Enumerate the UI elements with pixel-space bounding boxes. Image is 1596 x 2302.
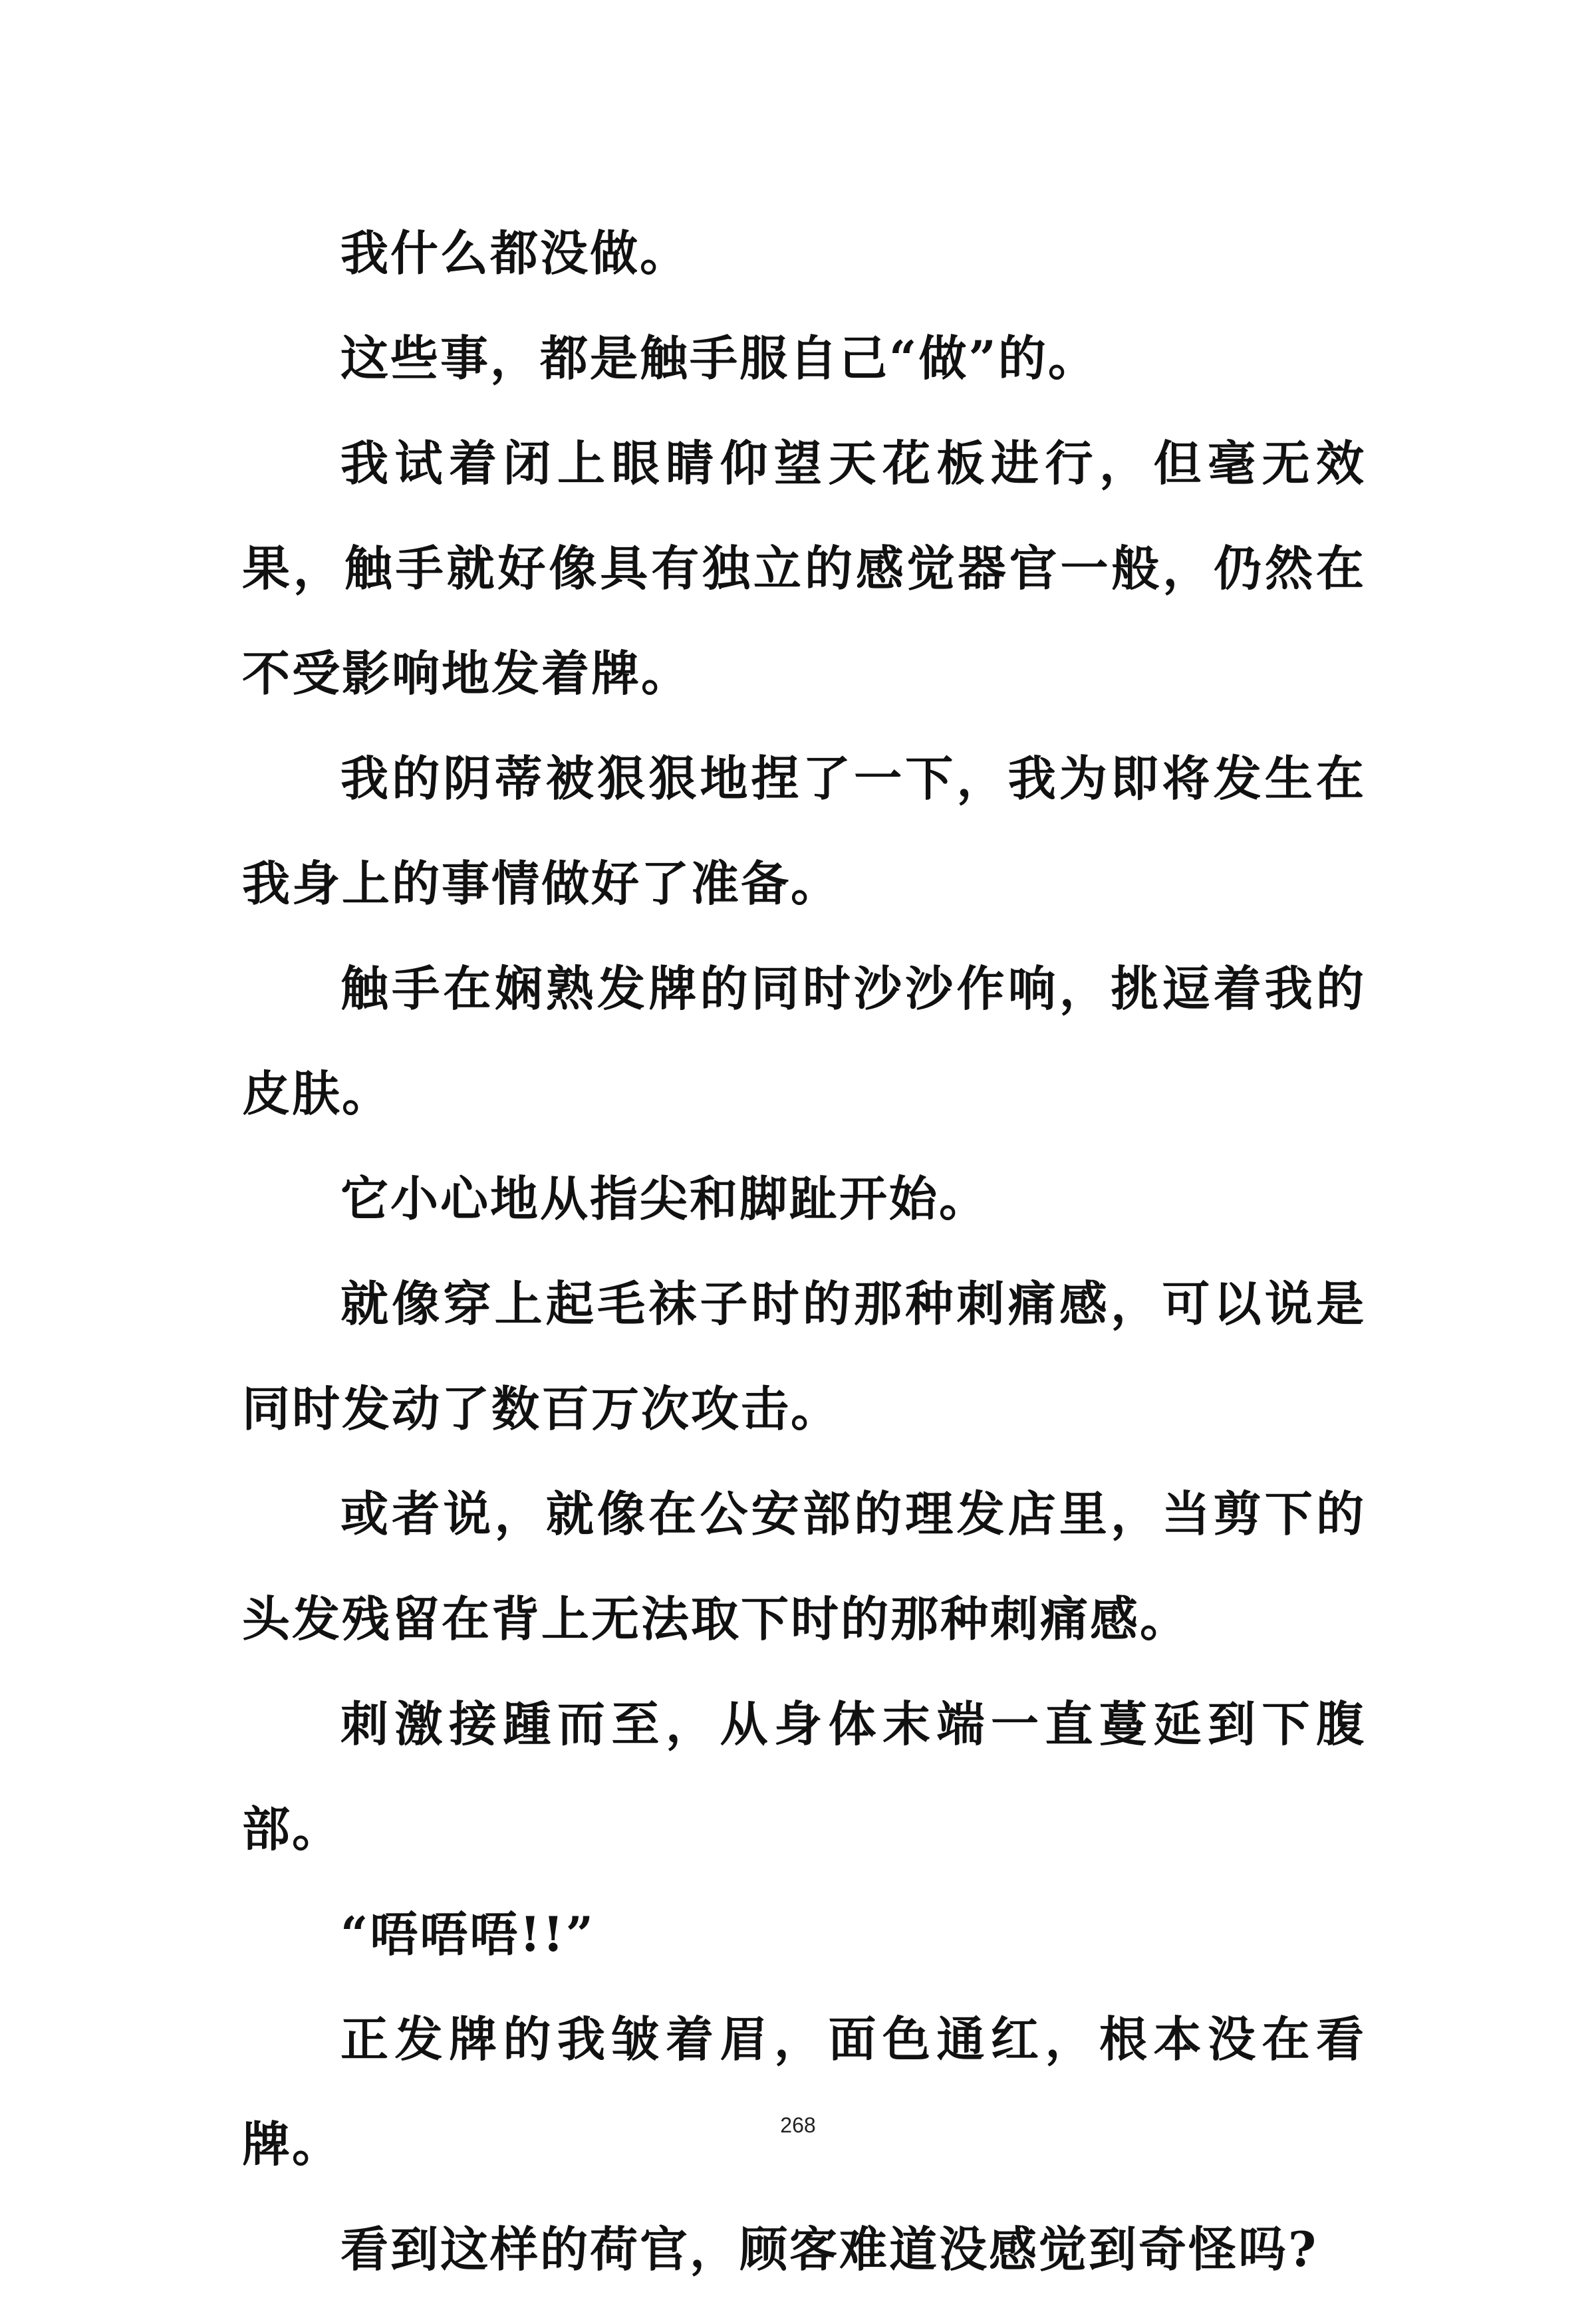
paragraph: 触手在娴熟发牌的同时沙沙作响，挑逗着我的皮肤。 (242, 960, 1366, 1122)
paragraph: 它小心地从指尖和脚趾开始。 (340, 1170, 990, 1227)
body-text (242, 201, 1366, 2302)
paragraph: “唔唔唔!!” (340, 1906, 596, 1962)
page-number: 268 (780, 2113, 816, 2137)
paragraph: 这些事，都是触手服自己“做”的。 (340, 330, 1098, 386)
paragraph: 我什么都没做。 (340, 225, 690, 281)
paragraph: 我试着闭上眼睛仰望天花板进行，但毫无效果，触手就好像具有独立的感觉器官一般，仍然在不受影响地发着牌。 (242, 435, 1366, 702)
paragraph: 看到这样的荷官，顾客难道没感觉到奇怪吗? (340, 2221, 1319, 2277)
paragraph: 刺激接踵而至，从身体末端一直蔓延到下腹部。 (242, 1696, 1366, 1857)
paragraph: 就像穿上起毛袜子时的那种刺痛感，可以说是同时发动了数百万次攻击。 (242, 1275, 1366, 1437)
paragraph: 或者说，就像在公安部的理发店里，当剪下的头发残留在背上无法取下时的那种刺痛感。 (242, 1485, 1366, 1647)
paragraph: 正发牌的我皱着眉，面色通红，根本没在看牌。 (242, 2011, 1366, 2172)
paragraph: 我的阴蒂被狠狠地捏了一下，我为即将发生在我身上的事情做好了准备。 (242, 750, 1366, 912)
